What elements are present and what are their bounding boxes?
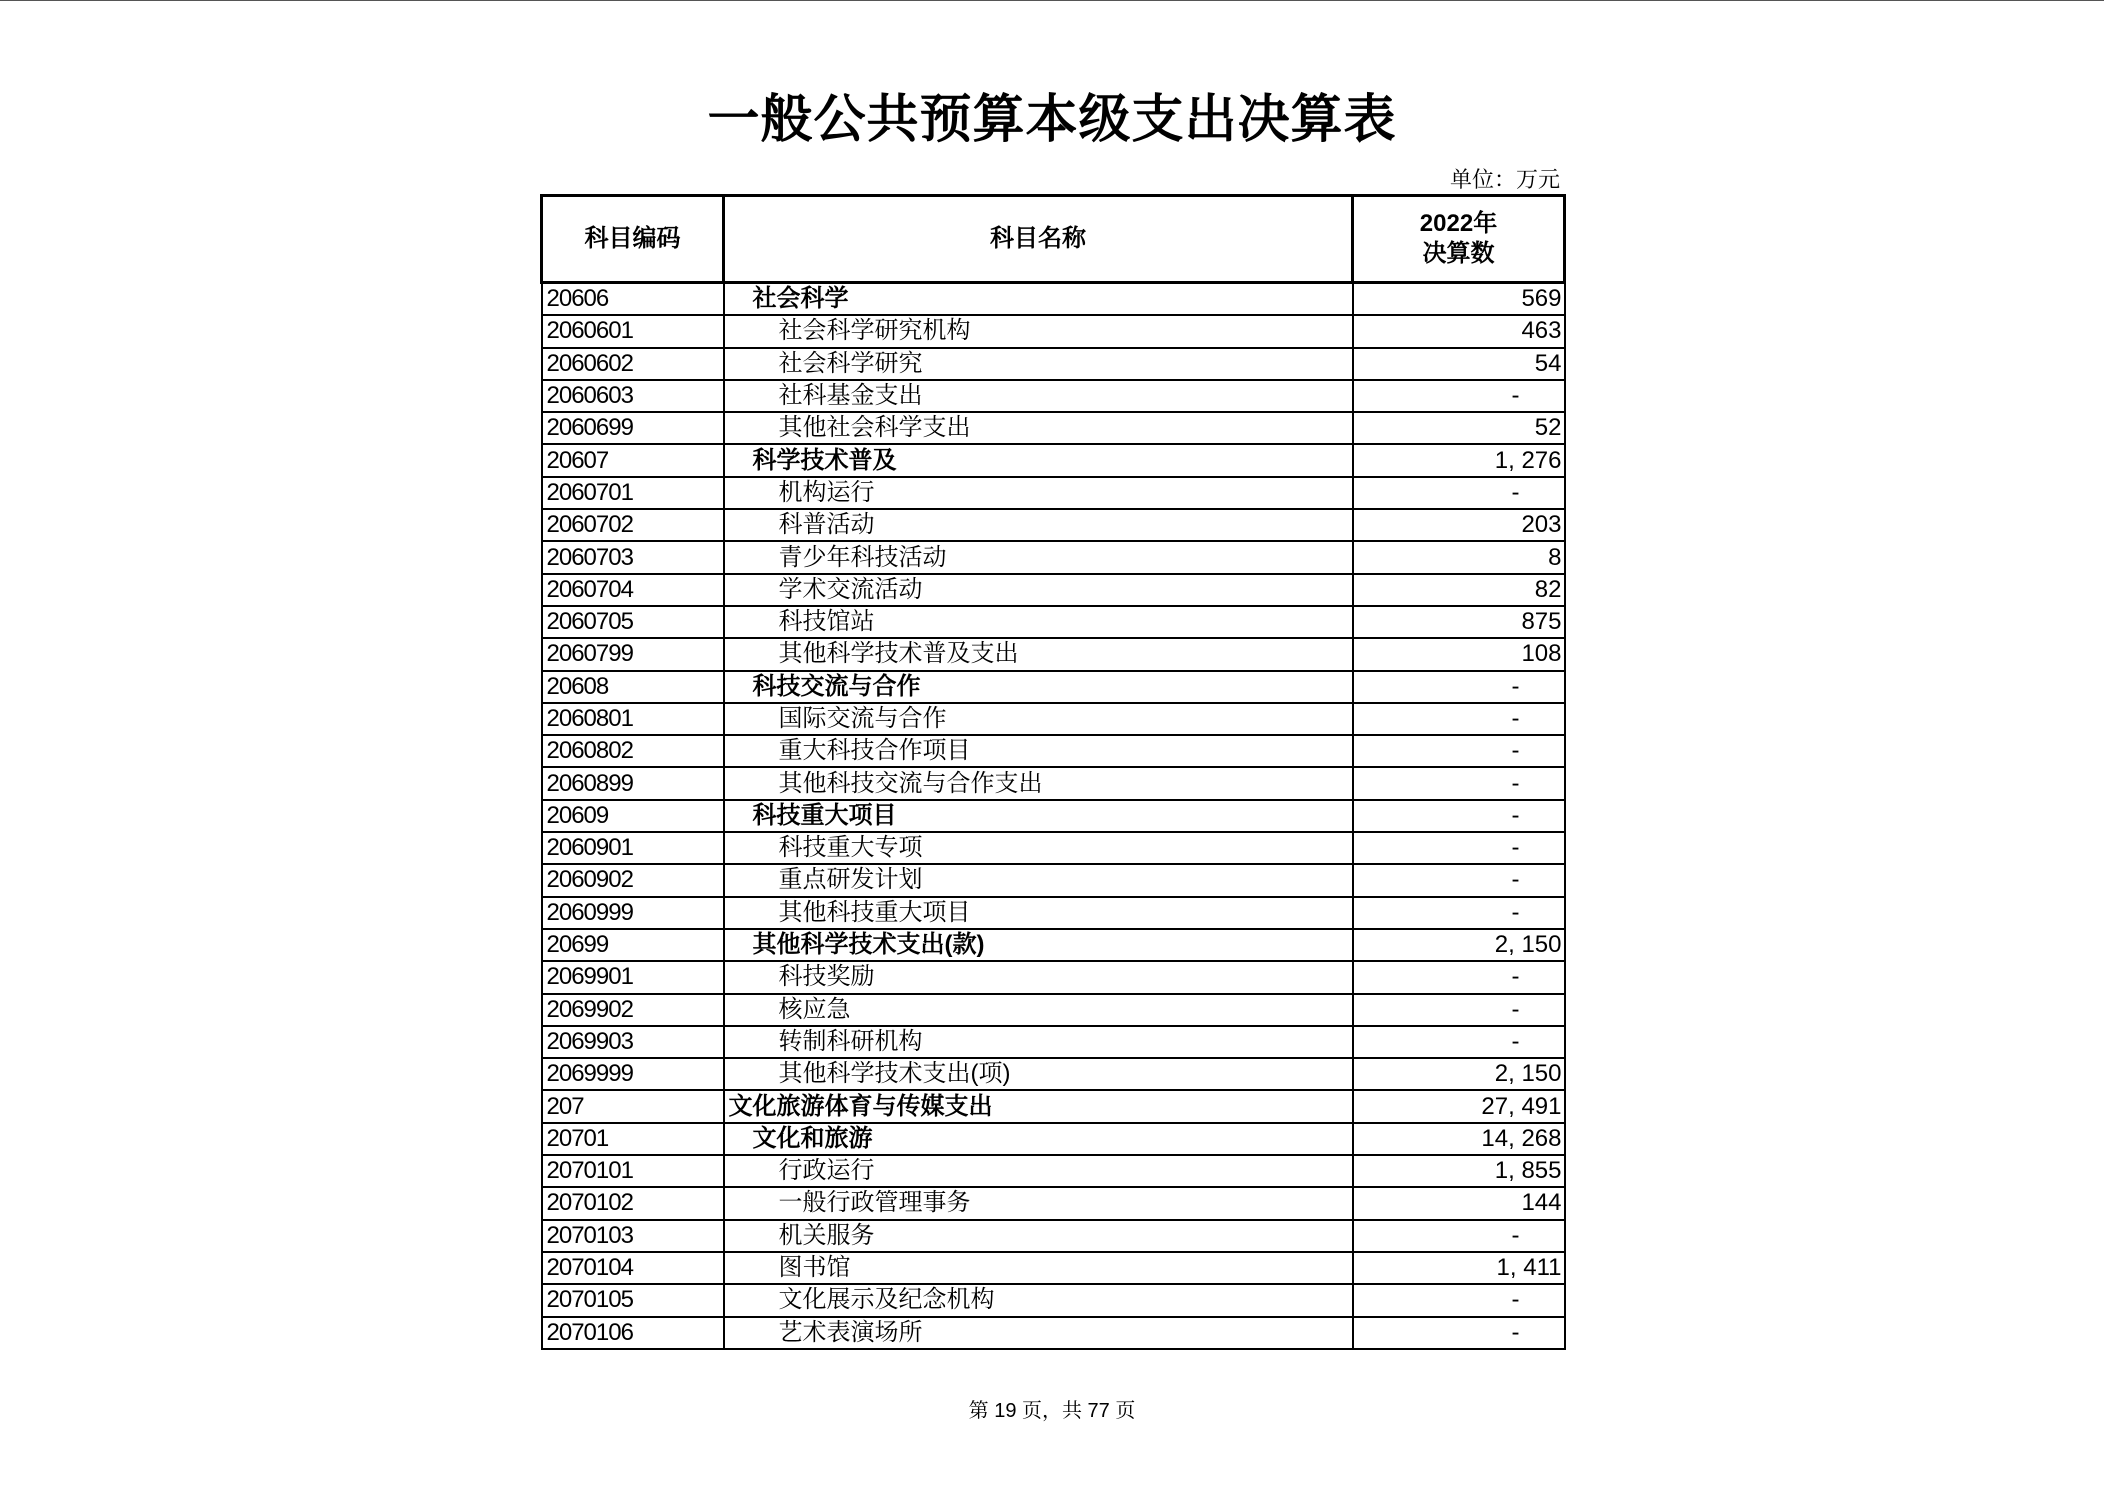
budget-table [540,194,1566,1350]
row-amount: 1, 411 [1353,1252,1565,1284]
row-code: 2070106 [542,1317,724,1349]
row-name: 科学技术普及 [724,444,1353,476]
row-code: 2070102 [542,1187,724,1219]
row-amount: 82 [1353,574,1565,606]
row-code: 2060705 [542,606,724,638]
row-code: 2070104 [542,1252,724,1284]
row-amount: - [1353,735,1565,767]
table-header-row [542,196,1565,283]
row-amount: - [1353,477,1565,509]
row-name: 社会科学研究 [724,348,1353,380]
table-row [542,315,1565,347]
row-code: 20701 [542,1123,724,1155]
table-row [542,1317,1565,1349]
table-row [542,638,1565,670]
row-amount: 14, 268 [1353,1123,1565,1155]
row-code: 2060704 [542,574,724,606]
row-code: 20607 [542,444,724,476]
row-name: 文化和旅游 [724,1123,1353,1155]
row-code: 2069999 [542,1058,724,1090]
row-code: 2060602 [542,348,724,380]
row-code: 2069903 [542,1026,724,1058]
row-code: 2060902 [542,864,724,896]
row-amount: 144 [1353,1187,1565,1219]
row-name: 国际交流与合作 [724,703,1353,735]
row-name: 青少年科技活动 [724,541,1353,573]
row-name: 机构运行 [724,477,1353,509]
row-amount: 108 [1353,638,1565,670]
table-row [542,412,1565,444]
row-code: 2060901 [542,832,724,864]
row-name: 科技重大项目 [724,800,1353,832]
row-amount: - [1353,1284,1565,1316]
row-name: 科技馆站 [724,606,1353,638]
row-name: 机关服务 [724,1220,1353,1252]
row-name: 其他科学技术普及支出 [724,638,1353,670]
row-code: 2070101 [542,1155,724,1187]
table-row [542,994,1565,1026]
row-name: 社会科学研究机构 [724,315,1353,347]
table-row [542,671,1565,703]
table-row [542,541,1565,573]
table-row [542,348,1565,380]
row-name: 科普活动 [724,509,1353,541]
row-code: 207 [542,1090,724,1122]
table-row [542,735,1565,767]
row-amount: 52 [1353,412,1565,444]
row-code: 2060702 [542,509,724,541]
table-row [542,1090,1565,1122]
row-name: 艺术表演场所 [724,1317,1353,1349]
row-name: 科技交流与合作 [724,671,1353,703]
row-code: 2060802 [542,735,724,767]
row-amount: - [1353,800,1565,832]
row-name: 学术交流活动 [724,574,1353,606]
row-code: 2060701 [542,477,724,509]
header-name: 科目名称 [724,196,1353,283]
row-code: 2060999 [542,897,724,929]
row-amount: - [1353,864,1565,896]
row-name: 重大科技合作项目 [724,735,1353,767]
row-name: 其他社会科学支出 [724,412,1353,444]
row-name: 科技奖励 [724,961,1353,993]
row-code: 2060801 [542,703,724,735]
header-year: 2022年 [1419,210,1498,237]
row-name: 文化展示及纪念机构 [724,1284,1353,1316]
header-code: 科目编码 [542,196,724,283]
table-row [542,832,1565,864]
table-row [542,283,1565,316]
row-code: 20606 [542,283,724,316]
row-amount: - [1353,1026,1565,1058]
row-code: 2060899 [542,767,724,799]
table-row [542,897,1565,929]
row-amount: - [1353,832,1565,864]
row-amount: 54 [1353,348,1565,380]
row-amount: - [1353,380,1565,412]
table-row [542,1058,1565,1090]
row-code: 2069901 [542,961,724,993]
row-name: 行政运行 [724,1155,1353,1187]
unit-label: 单位：万元 [1449,167,1560,192]
row-amount: 8 [1353,541,1565,573]
row-amount: 1, 276 [1353,444,1565,476]
table-row [542,574,1565,606]
row-name: 社会科学 [724,283,1353,316]
row-amount: 2, 150 [1353,1058,1565,1090]
row-amount: 203 [1353,509,1565,541]
row-code: 2060699 [542,412,724,444]
header-amount [1353,196,1565,283]
row-amount: - [1353,767,1565,799]
row-name: 转制科研机构 [724,1026,1353,1058]
table-row [542,444,1565,476]
row-amount: 1, 855 [1353,1155,1565,1187]
page-footer: 第 19 页，共 77 页 [968,1400,1136,1422]
row-code: 20699 [542,929,724,961]
row-amount: 27, 491 [1353,1090,1565,1122]
row-amount: - [1353,1317,1565,1349]
row-amount: 569 [1353,283,1565,316]
table-row [542,1252,1565,1284]
row-amount: - [1353,1220,1565,1252]
top-border-line [0,0,2104,1]
row-code: 2060703 [542,541,724,573]
row-code: 2070103 [542,1220,724,1252]
table-row [542,509,1565,541]
table-row [542,1026,1565,1058]
table-body [542,283,1565,1349]
table-row [542,1220,1565,1252]
row-code: 2070105 [542,1284,724,1316]
table-row [542,929,1565,961]
row-amount: - [1353,671,1565,703]
row-code: 2060799 [542,638,724,670]
table-row [542,961,1565,993]
row-name: 文化旅游体育与传媒支出 [724,1090,1353,1122]
row-name: 图书馆 [724,1252,1353,1284]
table-row [542,1187,1565,1219]
table-row [542,1123,1565,1155]
row-amount: - [1353,994,1565,1026]
table-row [542,800,1565,832]
row-amount: - [1353,897,1565,929]
row-name: 其他科学技术支出(项) [724,1058,1353,1090]
row-amount: 2, 150 [1353,929,1565,961]
row-name: 社科基金支出 [724,380,1353,412]
table-row [542,1155,1565,1187]
row-amount: - [1353,703,1565,735]
table-row [542,477,1565,509]
row-name: 重点研发计划 [724,864,1353,896]
row-name: 其他科技交流与合作支出 [724,767,1353,799]
row-code: 2069902 [542,994,724,1026]
row-code: 2060601 [542,315,724,347]
row-code: 20609 [542,800,724,832]
row-amount: 875 [1353,606,1565,638]
row-code: 2060603 [542,380,724,412]
row-name: 科技重大专项 [724,832,1353,864]
table-row [542,1284,1565,1316]
row-name: 其他科技重大项目 [724,897,1353,929]
row-amount: 463 [1353,315,1565,347]
row-name: 核应急 [724,994,1353,1026]
table-row [542,703,1565,735]
table-row [542,767,1565,799]
row-name: 一般行政管理事务 [724,1187,1353,1219]
row-name: 其他科学技术支出(款) [724,929,1353,961]
table-row [542,606,1565,638]
table-row [542,864,1565,896]
row-code: 20608 [542,671,724,703]
page-title: 一般公共预算本级支出决算表 [707,91,1397,149]
row-amount: - [1353,961,1565,993]
table-row [542,380,1565,412]
header-amount-label: 决算数 [1422,240,1495,267]
